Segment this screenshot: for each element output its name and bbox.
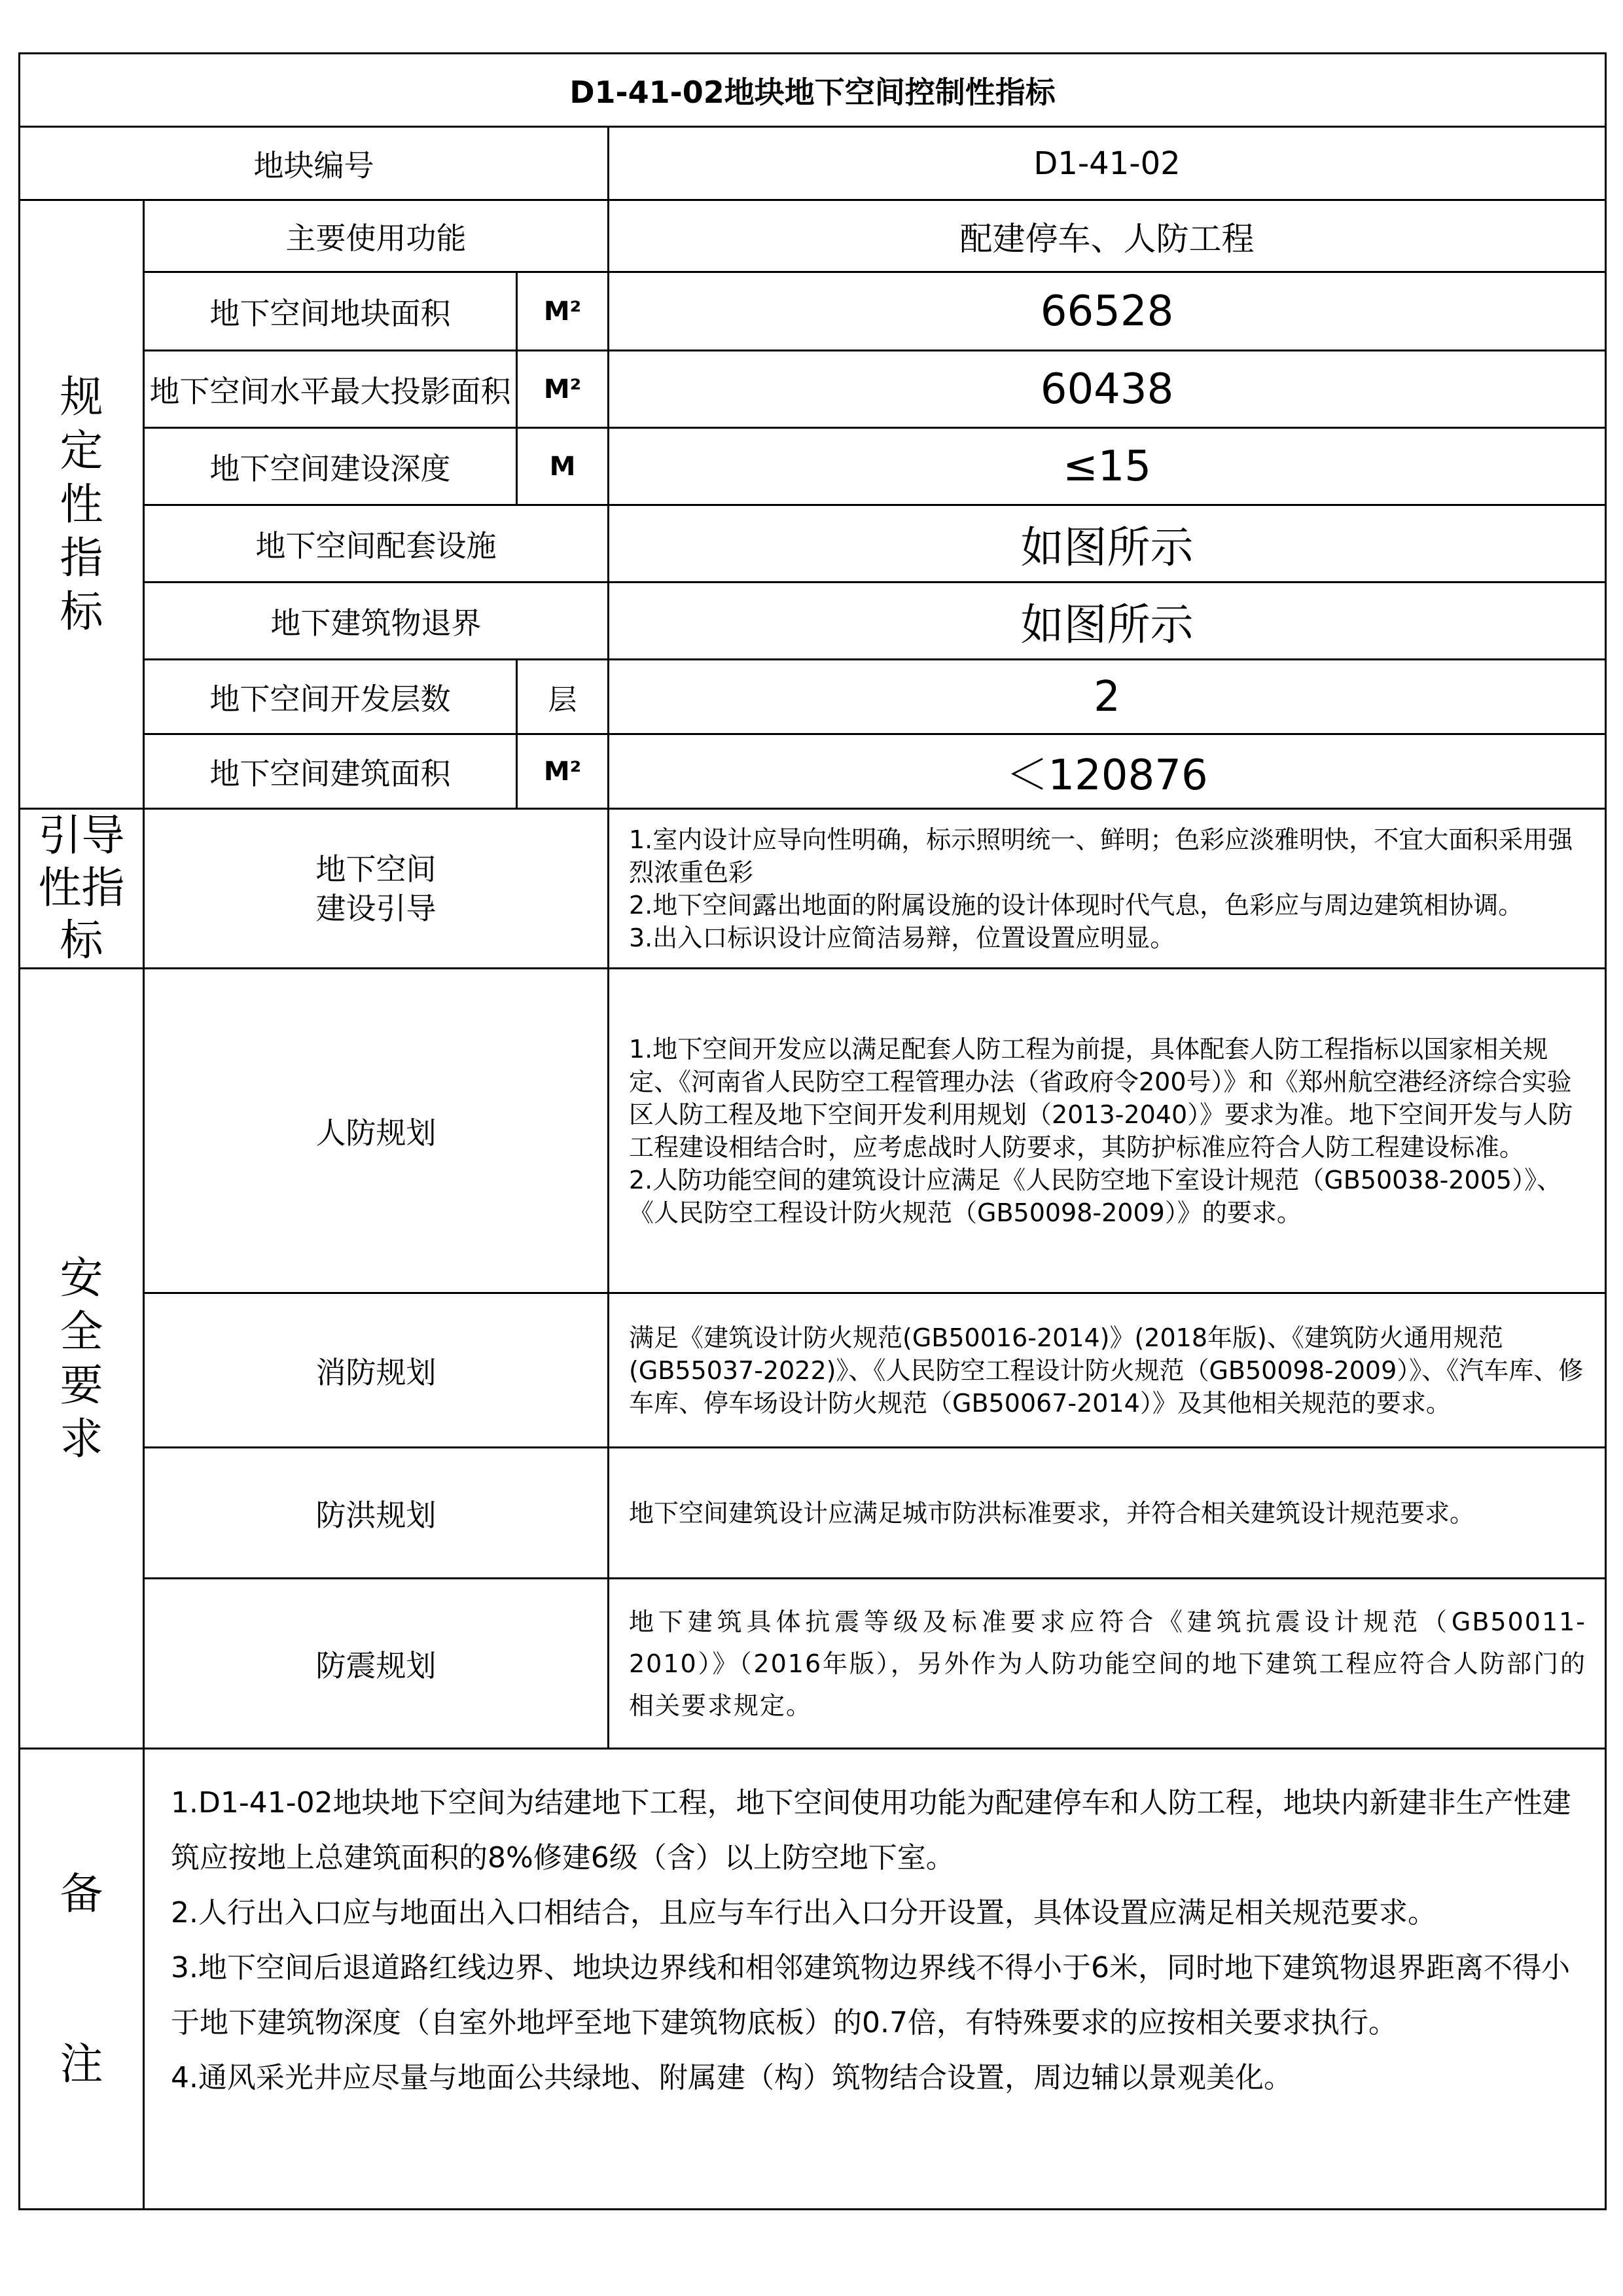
reg-row-label: 地下空间地块面积 <box>144 272 517 351</box>
guidance-item-text: 地下空间建设引导 <box>315 851 437 926</box>
remarks-section-label <box>20 1749 144 2210</box>
remark-line: 1.D1-41-02地块地下空间为结建地下工程，地下空间使用功能为配建停车和人防工程，地块内新建非生产性建筑应按地上总建筑面积的8%修建6级（含）以上防空地下室。 <box>171 1786 1571 1874</box>
reg-row-value: ＜120876 <box>609 734 1606 809</box>
guidance-line: 1.室内设计应导向性明确，标示照明统一、鲜明；色彩应淡雅明快，不宜大面积采用强烈浓重色彩 <box>629 825 1573 887</box>
reg-row-label: 地下建筑物退界 <box>144 583 609 660</box>
guidance-line: 3.出入口标识设计应简洁易辩，位置设置应明显。 <box>629 923 1175 952</box>
safety-item-text <box>609 1293 1606 1448</box>
remarks-section-text: 备注 <box>60 1868 103 2089</box>
remark-line: 4.通风采光井应尽量与地面公共绿地、附属建（构）筑物结合设置，周边辅以景观美化。 <box>171 2061 1293 2094</box>
safety-line: 地下建筑具体抗震等级及标准要求应符合《建筑抗震设计规范（GB50011-2010）》（2016年版），另外作为人防功能空间的地下建筑工程应符合人防部门的相关要求规定。 <box>629 1607 1587 1720</box>
safety-section-label <box>20 969 144 1749</box>
reg-row-label: 地下空间配套设施 <box>144 505 609 583</box>
regulatory-section-label <box>20 200 144 809</box>
reg-row-value: 配建停车、人防工程 <box>609 200 1606 272</box>
table-title: D1-41-02地块地下空间控制性指标 <box>20 54 1606 127</box>
reg-row-label: 主要使用功能 <box>144 200 609 272</box>
safety-item-text <box>609 969 1606 1293</box>
safety-item-label: 防洪规划 <box>144 1448 609 1579</box>
reg-row-unit: M <box>517 428 609 505</box>
guidance-section-label <box>20 809 144 969</box>
safety-line: 地下空间建筑设计应满足城市防洪标准要求，并符合相关建筑设计规范要求。 <box>629 1498 1475 1528</box>
safety-line: 满足《建筑设计防火规范(GB50016-2014)》(2018年版)、《建筑防火通用规范(GB55037-2022)》、《人民防空工程设计防火规范（GB50098-2009）》、《汽车库、修车库、停车场设计防火规范（GB50067-2014）》及其他相关规范的要求。 <box>629 1323 1584 1418</box>
plot-number-value: D1-41-02 <box>609 127 1606 200</box>
reg-row-label: 地下空间建筑面积 <box>144 734 517 809</box>
reg-row-value: ≤15 <box>609 428 1606 505</box>
safety-line: 2.人防功能空间的建筑设计应满足《人民防空地下室设计规范（GB50038-2005）》、《人民防空工程设计防火规范（GB50098-2009）》的要求。 <box>629 1165 1562 1227</box>
reg-row-label: 地下空间水平最大投影面积 <box>144 351 517 428</box>
reg-row-value: 60438 <box>609 351 1606 428</box>
guidance-line: 2.地下空间露出地面的附属设施的设计体现时代气息，色彩应与周边建筑相协调。 <box>629 890 1524 920</box>
safety-section-text: 安全要求 <box>60 1252 103 1464</box>
remarks-text <box>144 1749 1606 2210</box>
plot-number-label: 地块编号 <box>20 127 609 200</box>
reg-row-unit: M² <box>517 734 609 809</box>
safety-item-text <box>609 1448 1606 1579</box>
safety-line: 1.地下空间开发应以满足配套人防工程为前提，具体配套人防工程指标以国家相关规定、《河南省人民防空工程管理办法（省政府令200号）》和《郑州航空港经济综合实验区人防工程及地下空间开发利用规划（2013-2040）》要求为准。地下空间开发与人防工程建设相结合时，应考虑战时人防要求，其防护标准应符合人防工程建设标准。 <box>629 1034 1573 1162</box>
guidance-item-label <box>144 809 609 969</box>
reg-row-unit: M² <box>517 272 609 351</box>
safety-item-label: 人防规划 <box>144 969 609 1293</box>
reg-row-unit: 层 <box>517 660 609 734</box>
guidance-text <box>609 809 1606 969</box>
control-index-table <box>18 52 1607 2210</box>
reg-row-label: 地下空间建设深度 <box>144 428 517 505</box>
reg-row-value: 如图所示 <box>609 505 1606 583</box>
regulatory-section-text: 规定性指标 <box>60 371 103 637</box>
remark-line: 2.人行出入口应与地面出入口相结合，且应与车行出入口分开设置，具体设置应满足相关规范要求。 <box>171 1896 1436 1929</box>
reg-row-label: 地下空间开发层数 <box>144 660 517 734</box>
remark-line: 3.地下空间后退道路红线边界、地块边界线和相邻建筑物边界线不得小于6米，同时地下建筑物退界距离不得小于地下建筑物深度（自室外地坪至地下建筑物底板）的0.7倍，有特殊要求的应按相关要求执行。 <box>171 1951 1570 2039</box>
safety-item-label: 消防规划 <box>144 1293 609 1448</box>
safety-item-text <box>609 1579 1606 1749</box>
safety-item-label: 防震规划 <box>144 1579 609 1749</box>
reg-row-value: 66528 <box>609 272 1606 351</box>
reg-row-unit: M² <box>517 351 609 428</box>
reg-row-value: 如图所示 <box>609 583 1606 660</box>
reg-row-value: 2 <box>609 660 1606 734</box>
guidance-section-text: 引导性指标 <box>38 810 125 965</box>
